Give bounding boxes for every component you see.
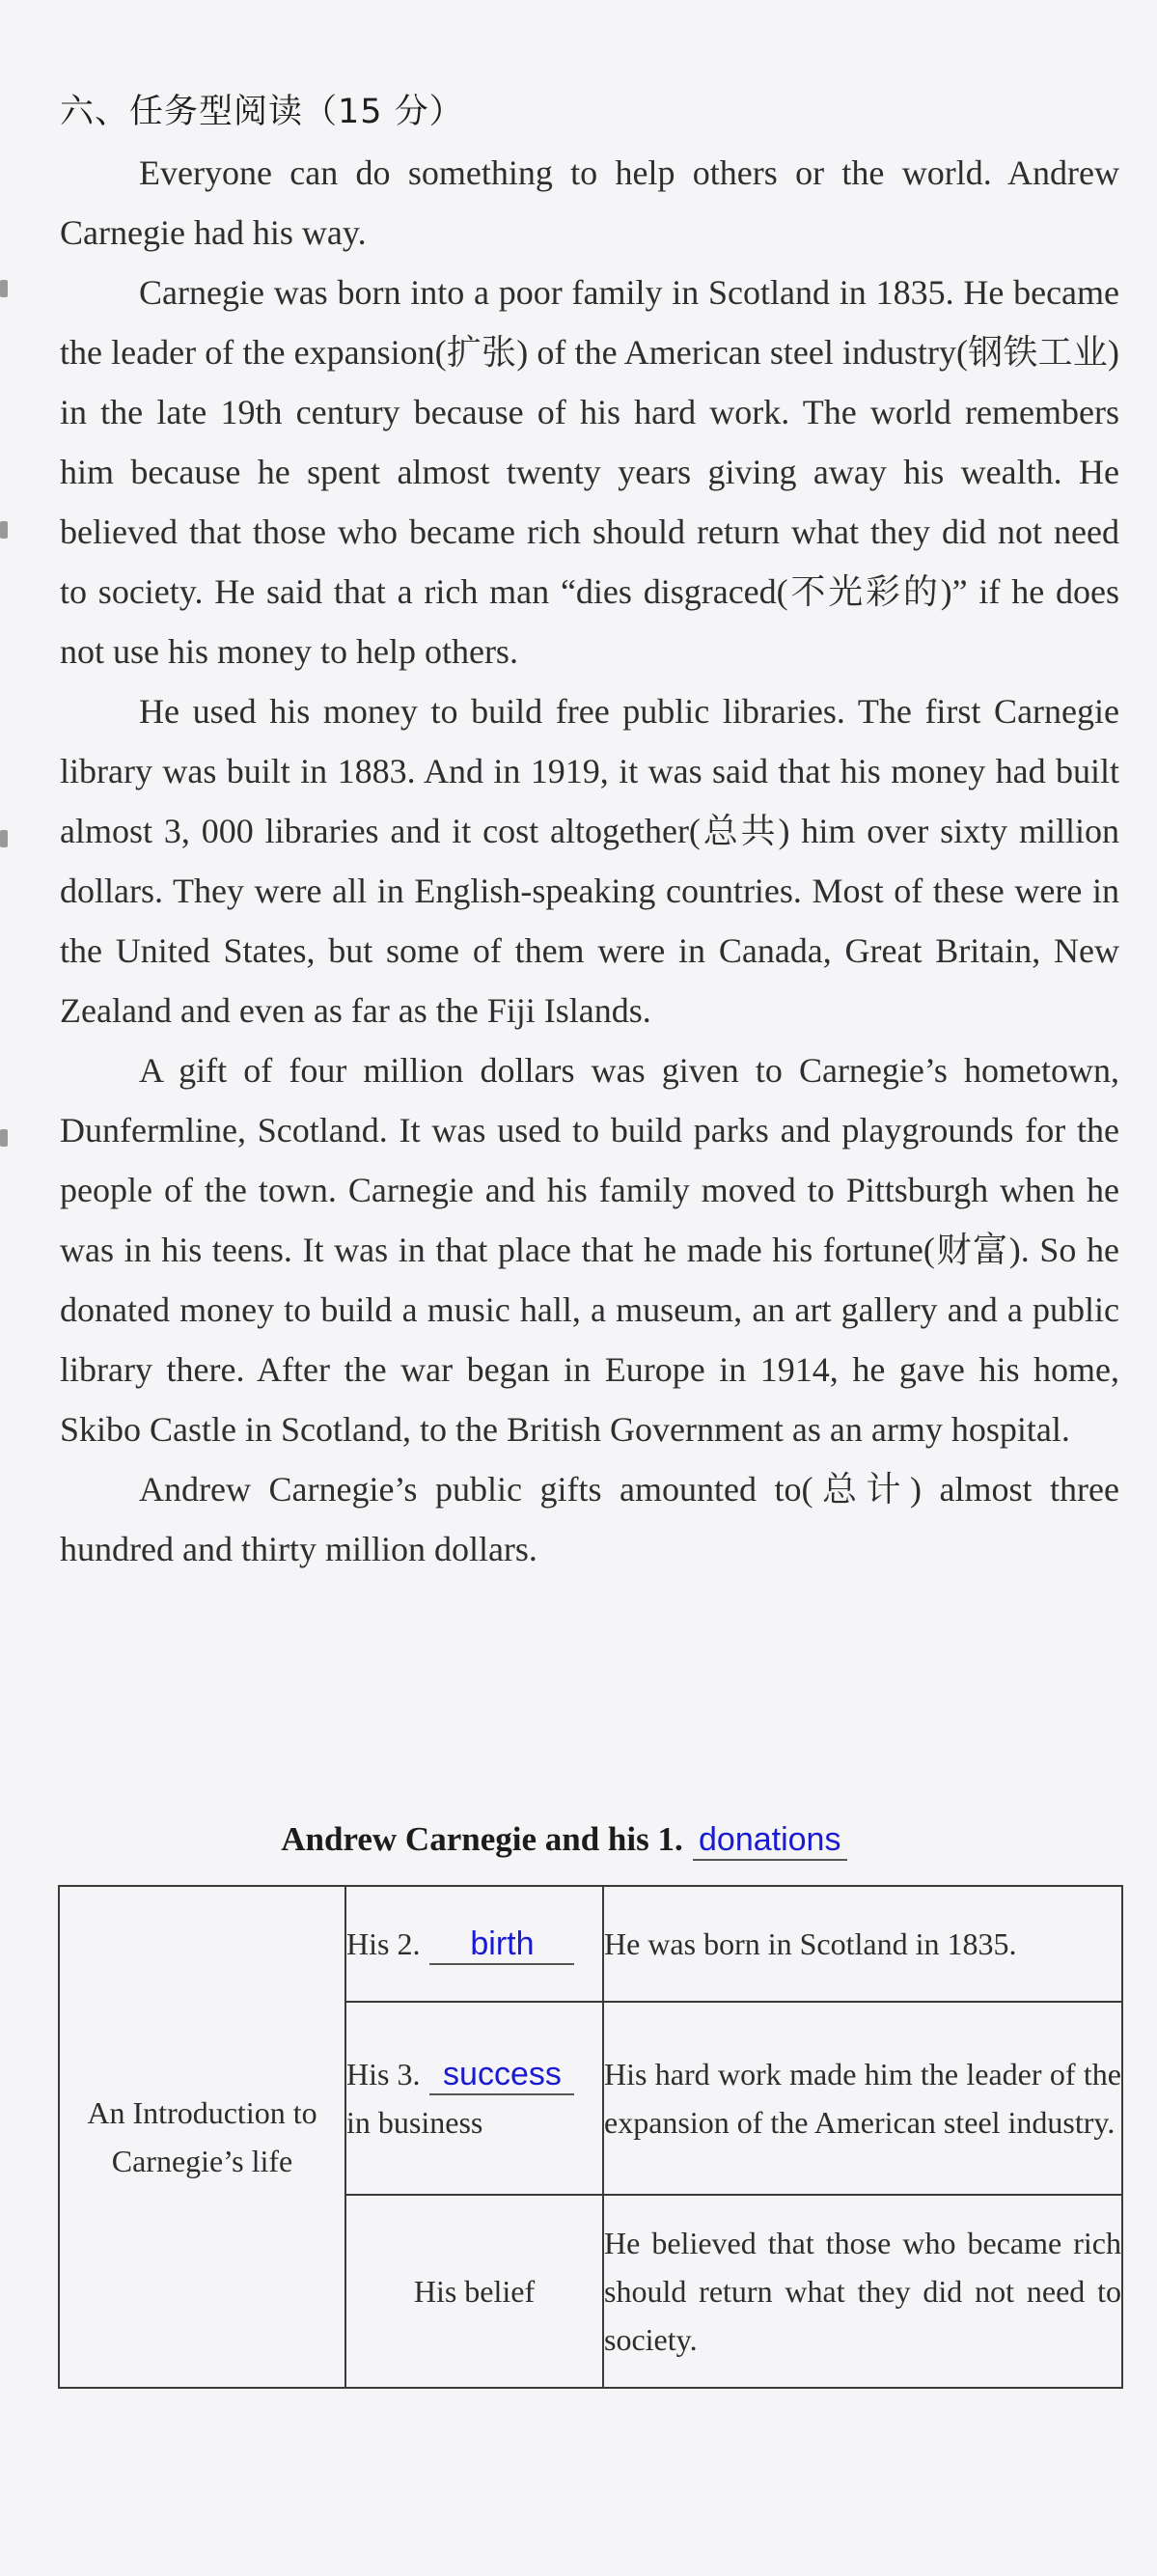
- table-row: [59, 1886, 1122, 2002]
- passage-paragraph: Carnegie was born into a poor family in Scotland in 1835. He became the leader of the expansion(扩张) of the American steel industry(钢铁工业) in the late 19th century because of his hard work. The world remembers him because he spent almost twenty years giving away his wealth. He believed that those who became rich should return what they did not need to society. He said that a rich man “dies disgraced(不光彩的)” if he does not use his money to help others.: [60, 273, 1119, 671]
- passage-paragraph: A gift of four million dollars was given to Carnegie’s hometown, Dunfermline, Scotland. It was used to build parks and playgrounds for the people of the town. Carnegie and his family moved to Pittsburgh when he was in his teens. It was in that place that he made his fortune(财富). So he donated money to build a music hall, a museum, an art gallery and a public library there. After the war began in Europe in 1914, he gave his home, Skibo Castle in Scotland, to the British Government as an army hospital.: [60, 1051, 1119, 1449]
- summary-title-row: [0, 1820, 1157, 1861]
- reading-passage: [60, 143, 1119, 1579]
- description-cell: He believed that those who became rich should return what they did not need to society.: [603, 2195, 1122, 2388]
- label-suffix: in business: [346, 2105, 483, 2140]
- answer-blank-3[interactable]: success: [429, 2055, 574, 2095]
- description-cell: His hard work made him the leader of the expansion of the American steel industry.: [603, 2002, 1122, 2195]
- description-cell: He was born in Scotland in 1835.: [603, 1886, 1122, 2002]
- left-edge-mark: [0, 521, 8, 539]
- left-edge-mark: [0, 830, 8, 847]
- passage-paragraph: He used his money to build free public libraries. The first Carnegie library was built in 1883. And in 1919, it was said that his money had built almost 3, 000 libraries and it cost altogether(总共) him over sixty million dollars. They were all in English-speaking countries. Most of these were in the United States, but some of them were in Canada, Great Britain, New Zealand and even as far as the Fiji Islands.: [60, 692, 1119, 1030]
- label-cell: His belief: [345, 2195, 603, 2388]
- section-heading: 六、任务型阅读（15 分）: [60, 93, 464, 131]
- answer-blank-2[interactable]: birth: [429, 1925, 574, 1965]
- answer-blank-1[interactable]: donations: [693, 1820, 847, 1861]
- label-cell: [345, 1886, 603, 2002]
- summary-title-prefix: Andrew Carnegie and his 1.: [281, 1820, 683, 1858]
- left-edge-mark: [0, 280, 8, 297]
- summary-title: [281, 1820, 846, 1861]
- left-edge-mark: [0, 1129, 8, 1147]
- label-prefix: His 3.: [346, 2057, 421, 2091]
- passage-paragraph: Andrew Carnegie’s public gifts amounted to(总计) almost three hundred and thirty million dollars.: [60, 1470, 1119, 1568]
- summary-table: [58, 1885, 1123, 2389]
- intro-cell: An Introduction to Carnegie’s life: [59, 1886, 345, 2388]
- label-cell: [345, 2002, 603, 2195]
- label-prefix: His 2.: [346, 1926, 421, 1961]
- passage-paragraph: Everyone can do something to help others or the world. Andrew Carnegie had his way.: [60, 153, 1119, 252]
